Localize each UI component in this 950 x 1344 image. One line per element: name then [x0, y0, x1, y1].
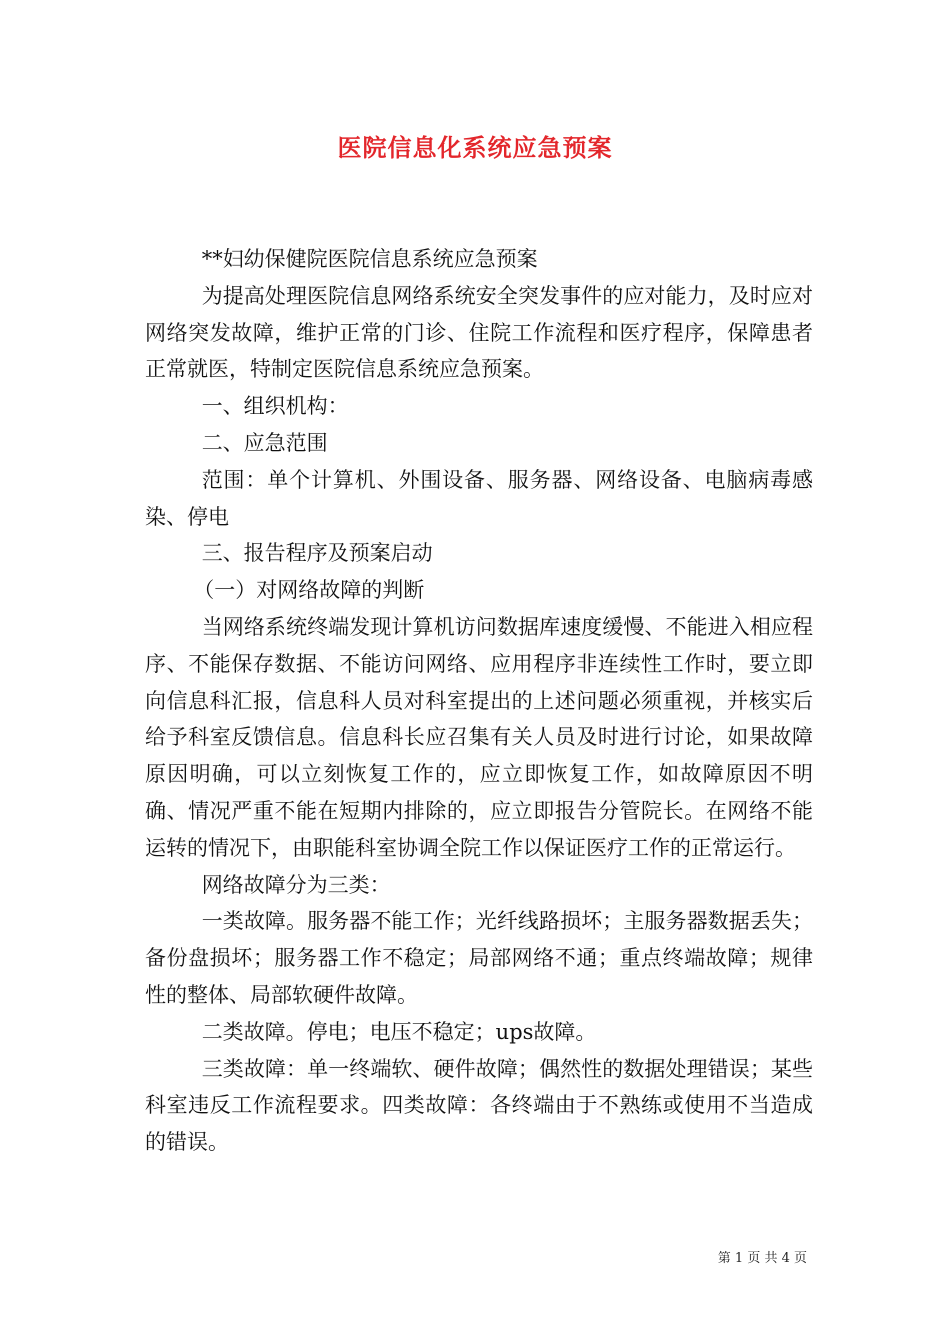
fault-classes-heading: 网络故障分为三类：: [201, 872, 391, 897]
page-number-footer: 第 1 页 共 4 页: [717, 1251, 807, 1266]
section-heading-scope: 二、应急范围: [201, 430, 328, 455]
page-title: 医院信息化系统应急预案: [337, 134, 613, 162]
section-heading-organization: 一、组织机构：: [201, 394, 349, 419]
subtitle-paragraph: **妇幼保健院医院信息系统应急预案: [201, 247, 538, 271]
fault-class-1-paragraph: 一类故障。服务器不能工作；光纤线路损坏；主服务器数据丢失；备份盘损坏；服务器工作不稳定；局部网络不通；重点终端故障；规律性的整体、局部软硬件故障。: [145, 909, 813, 1007]
scope-paragraph: 范围：单个计算机、外围设备、服务器、网络设备、电脑病毒感染、停电: [145, 467, 813, 529]
fault-class-2-paragraph: 二类故障。停电；电压不稳定；ups故障。: [201, 1019, 597, 1044]
subsection-heading-judgement: （一）对网络故障的判断: [193, 578, 425, 603]
section-heading-report: 三、报告程序及预案启动: [201, 541, 433, 566]
fault-class-3-paragraph: 三类故障：单一终端软、硬件故障；偶然性的数据处理错误；某些科室违反工作流程要求。四类故障：各终端由于不熟练或使用不当造成的错误。: [145, 1056, 813, 1155]
intro-paragraph: 为提高处理医院信息网络系统安全突发事件的应对能力，及时应对网络突发故障，维护正常的门诊、住院工作流程和医疗程序，保障患者正常就医，特制定医院信息系统应急预案。: [145, 283, 813, 382]
document-body: [145, 241, 813, 1161]
judgement-paragraph: 当网络系统终端发现计算机访问数据库速度缓慢、不能进入相应程序、不能保存数据、不能访问网络、应用程序非连续性工作时，要立即向信息科汇报，信息科人员对科室提出的上述问题必须重视，并核实后给予科室反馈信息。信息科长应召集有关人员及时进行讨论，如果故障原因明确，可以立刻恢复工作的，应立即恢复工作，如故障原因不明确、情况严重不能在短期内排除的，应立即报告分管院长。在网络不能运转的情况下，由职能科室协调全院工作以保证医疗工作的正常运行。: [145, 614, 813, 860]
